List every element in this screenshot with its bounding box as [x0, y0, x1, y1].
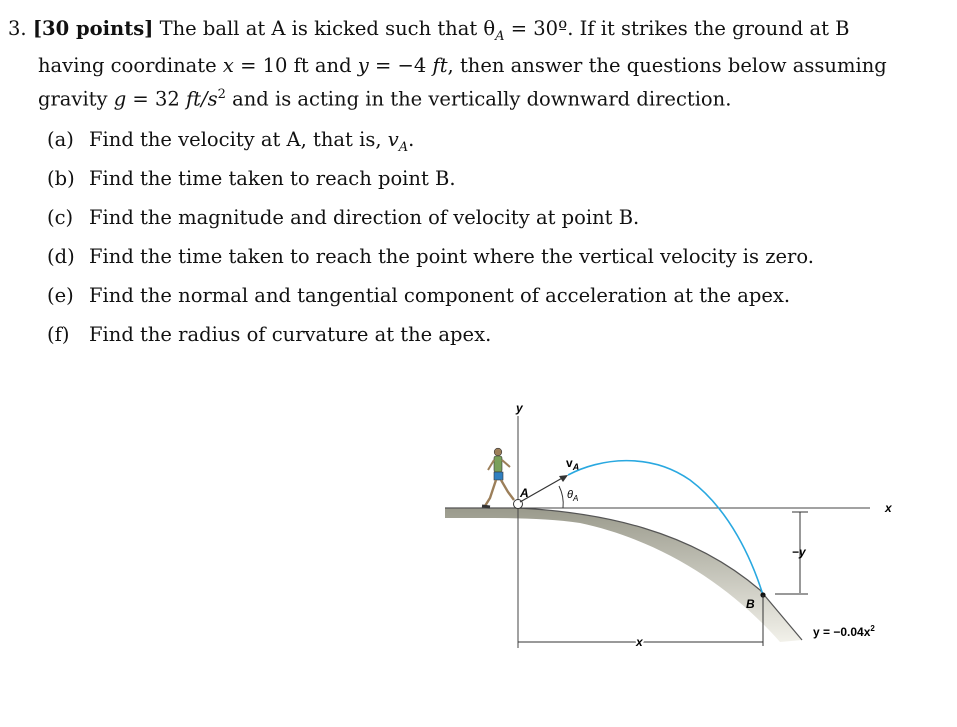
problem-text: having coordinate	[38, 53, 223, 77]
problem-text: = 30º. If it strikes the ground at B	[504, 17, 850, 40]
angle-arc	[559, 486, 563, 508]
problem-line-1	[8, 14, 938, 51]
question-text: .	[408, 128, 415, 151]
question-text: Find the radius of curvature at the apex.	[89, 323, 492, 346]
question-item	[47, 163, 927, 202]
question-item	[47, 241, 927, 280]
question-list	[47, 124, 927, 358]
point-b-label: B	[746, 597, 755, 611]
problem-points: [30 points]	[32, 17, 154, 40]
question-text: Find the magnitude and direction of velocity at point B.	[89, 206, 640, 229]
point-a-label: A	[520, 486, 529, 500]
question-text: Find the time taken to reach the point where the vertical velocity is zero.	[89, 245, 814, 268]
x-dimension-label: x	[636, 635, 643, 649]
problem-text: and is acting in the vertically downward direction.	[225, 87, 732, 111]
problem-text: = −4	[368, 53, 433, 77]
math-var: ft	[432, 53, 448, 77]
question-label: (d)	[47, 245, 75, 268]
math-var: x	[222, 53, 234, 77]
subscript: A	[495, 28, 505, 44]
question-text: Find the time taken to reach point B.	[89, 167, 456, 190]
question-item	[47, 202, 927, 241]
projectile-figure	[430, 380, 930, 670]
problem-text: = 10 ft and	[233, 53, 358, 77]
question-label: (c)	[47, 206, 74, 229]
question-item	[47, 280, 927, 319]
problem-line-2	[8, 51, 938, 80]
question-label: (a)	[47, 128, 74, 151]
question-item	[47, 124, 927, 163]
kicker-person	[482, 448, 514, 507]
problem-line-3	[8, 80, 938, 114]
subscript: A	[398, 139, 409, 155]
math-var: v	[387, 128, 399, 151]
problem-text: = 32	[126, 87, 186, 111]
question-text: Find the velocity at A, that is,	[89, 128, 388, 151]
neg-y-label: −y	[792, 545, 806, 559]
problem-text: gravity	[38, 87, 114, 111]
ground-surface	[445, 508, 802, 642]
x-axis-label: x	[885, 501, 892, 515]
math-var: ft/s	[185, 87, 218, 111]
question-label: (b)	[47, 167, 75, 190]
problem-number: 3.	[8, 17, 27, 40]
problem-statement	[8, 14, 938, 113]
problem-text: The ball at A is kicked such that θ	[153, 17, 496, 40]
math-var: y	[357, 53, 369, 77]
question-label: (f)	[47, 323, 70, 346]
angle-label: $\theta_A$	[567, 489, 579, 503]
question-label: (e)	[47, 284, 74, 307]
velocity-label: $v_A$	[566, 456, 580, 472]
problem-text: , then answer the questions below assuming	[447, 53, 887, 77]
curve-equation: $y = -0.04x^2$	[813, 624, 875, 639]
y-axis-label: y	[516, 401, 523, 415]
superscript: 2	[217, 86, 226, 102]
question-text: Find the normal and tangential component of acceleration at the apex.	[89, 284, 791, 307]
question-item	[47, 319, 927, 358]
math-var: g	[113, 87, 127, 111]
